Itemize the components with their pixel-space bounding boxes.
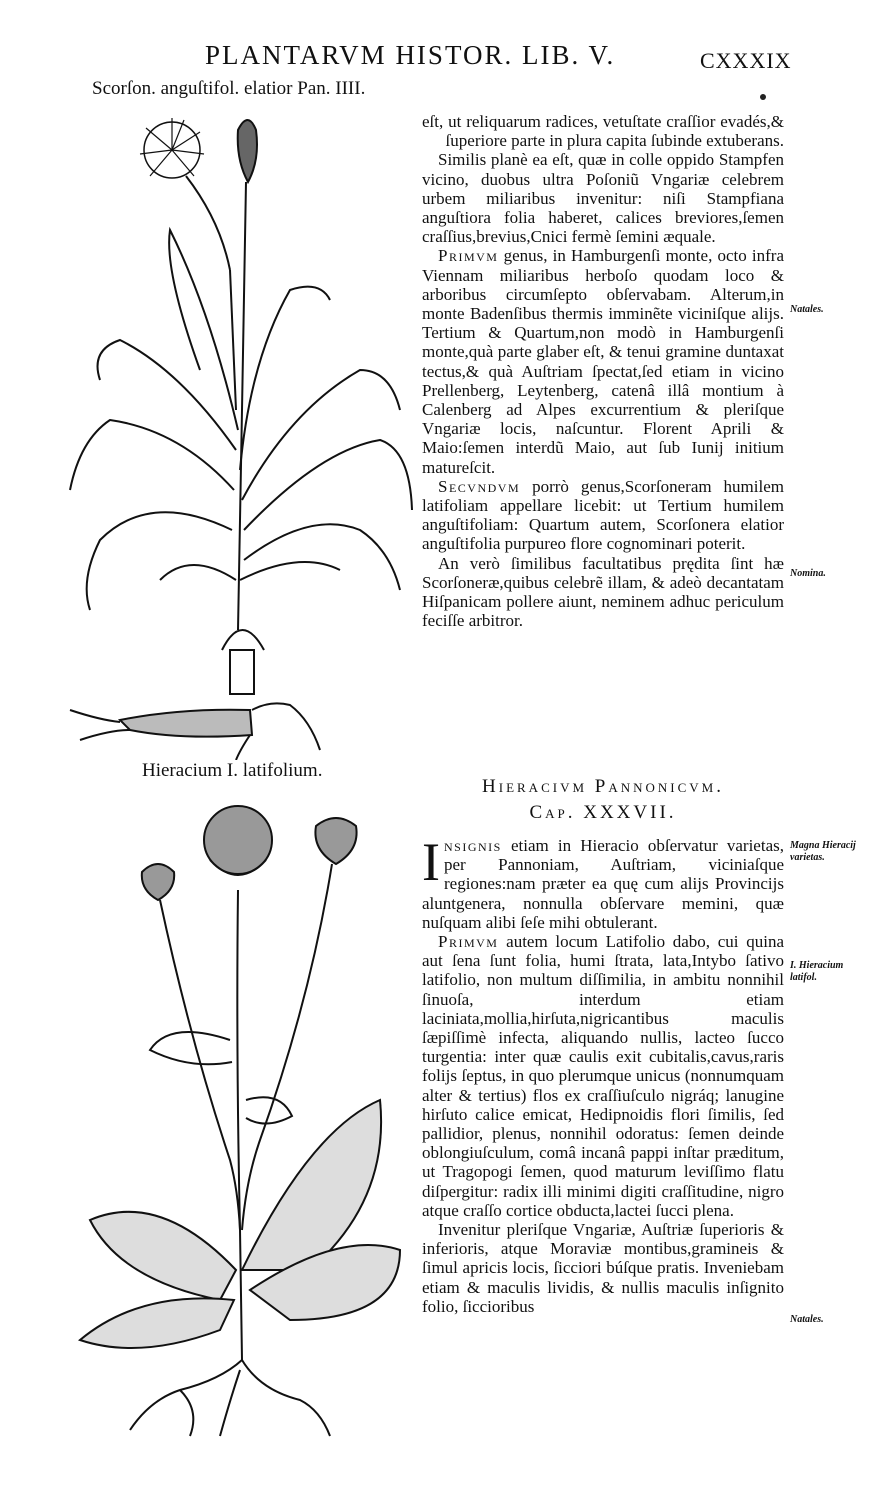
margin-note: Magna Hieracij varietas. (790, 840, 856, 863)
paragraph: An verò ſimilibus facultatibus prędita ſint hæ Scorſoneræ,quibus celebrẽ illam, & adeò decantatam Hiſpanicam pollere aiunt, neminem adhuc periculum feciſſe arbitror. (422, 553, 784, 631)
drop-cap: I (422, 832, 440, 892)
paragraph: eſt, ut reliquarum radices, vetuſtate craſſior evadés,& ſuperiore parte in plura capita ſubinde extuberans. (422, 112, 784, 151)
chapter-number: Cap. XXXVII. (529, 802, 677, 823)
paragraph-body: etiam in Hieracio obſervatur varietas, per Pannoniam, Auſtriam, viciniaſque regiones:nam præter ea quę cum alijs Provincijs aluntgenera, nonnulla obſervare memini, quæ nuſquam alibi ſeſe mihi obtulerant. (422, 836, 784, 932)
paragraph-lead: Primvm (438, 932, 499, 952)
figure-caption-hieracium: Hieracium I. latifolium. (142, 760, 323, 781)
paragraph-body: genus, in Hamburgenſi monte, octo infra Viennam miliaribus herboſo quodam loco & arboribus circumſepto obſervabam. Alterum,in monte Badenſibus thermis imminẽte viciniſque alijs. Tertium & Quartum,non modò in Hamburgenſi monte,quà parte glaber eſt, & tenui gramine duntaxat tectus,& quà Auſtriam ſpectat,ſed etiam in vicino Prellenberg, Leytenberg, catenâ illâ montium à Calenberg ad Alpes excurrentium & pleriſque Vngariæ locis, naſcuntur. Florent Aprili & Maio:ſemen interdũ Maio, aut ſub Iunij initium matureſcit. (422, 246, 784, 477)
paragraph (422, 832, 784, 932)
hieracium-illustration (60, 800, 420, 1440)
page-number: CXXXIX (700, 48, 792, 73)
text-column-lower (422, 832, 784, 1316)
margin-note: Natales. (790, 304, 824, 315)
figure-caption-scorzonera: Scorſon. anguſtifol. elatior Pan. IIII. (92, 78, 366, 99)
paragraph: Invenitur pleriſque Vngariæ, Auſtriæ ſuperioris & inferioris, atque Moraviæ montibus,gramineis & ſimul apricis locis, ſicciori búſque pratis. Inveniebam etiam & maculis lividis, & nullis maculis inſignito folio, ſiccioribus (422, 1220, 784, 1316)
paragraph (422, 932, 784, 1220)
scorzonera-illustration (60, 110, 420, 760)
paragraph (422, 246, 784, 476)
ink-spot (760, 94, 766, 100)
paragraph-lead: nsignis (443, 836, 502, 855)
text-column-upper (422, 112, 784, 630)
paragraph-body: porrò genus,Scorſoneram humilem latifoliam appellare licebit: ut Tertium humilem anguſtifoliam: Quartum autem, Scorſonera elatior anguſtifolia purpureo flore cognominari poterit. (422, 476, 784, 554)
margin-note: Natales. (790, 1314, 824, 1325)
margin-note: I. Hieracium latifol. (790, 960, 844, 983)
running-head: PLANTARVM HISTOR. LIB. V. (205, 40, 616, 70)
chapter-title: Hieracivm Pannonicvm. (482, 776, 724, 797)
paragraph-lead: Secvndvm (438, 476, 521, 496)
paragraph: Similis planè ea eſt, quæ in colle oppido Stampfen vicino, duobus ultra Poſoniũ Vngariæ celebrem urbem miliaribus invenitur: niſi Stampfiana anguſtiora folia haberet, calices breviores,ſemen craſſius,brevius,Cnici fermè ſemini æquale. (422, 150, 784, 247)
paragraph-lead: Primvm (438, 246, 499, 266)
margin-note: Nomina. (790, 568, 826, 579)
paragraph (422, 477, 784, 554)
paragraph-body: autem locum Latifolio dabo, cui quina aut ſena ſunt folia, humi ſtrata, lata,Intybo ſativo latifolio, non multum diſſimilia, in ambitu nonnihil ſinuoſa, interdum etiam laciniata,mollia,hirſuta,nigricantibus maculis ſæpiſſimè infecta, aliquando nullis, lacteo ſucco turgentia: inter quæ caulis exit cubitalis,cavus,raris folijs ſeptus, in quo plerumque unicus (nonnumquam alter & tertius) flos ex craſſiuſculo nigráq; lanugine hirſuto calice emicat, Hedipnoidis flori ſimilis, ſed pallidior, plenus, nonnihil odoratus: ſemen deinde oblongiuſculum, comâ incanâ pappi inſtar præditum, ut Tragopogi ſemen, quod maturum leviſſimo flatu diſpergitur: radix illi minimi digiti craſſitudine, nigro atque craſſo cortice obducta,lactei ſucci plena. (422, 932, 784, 1220)
